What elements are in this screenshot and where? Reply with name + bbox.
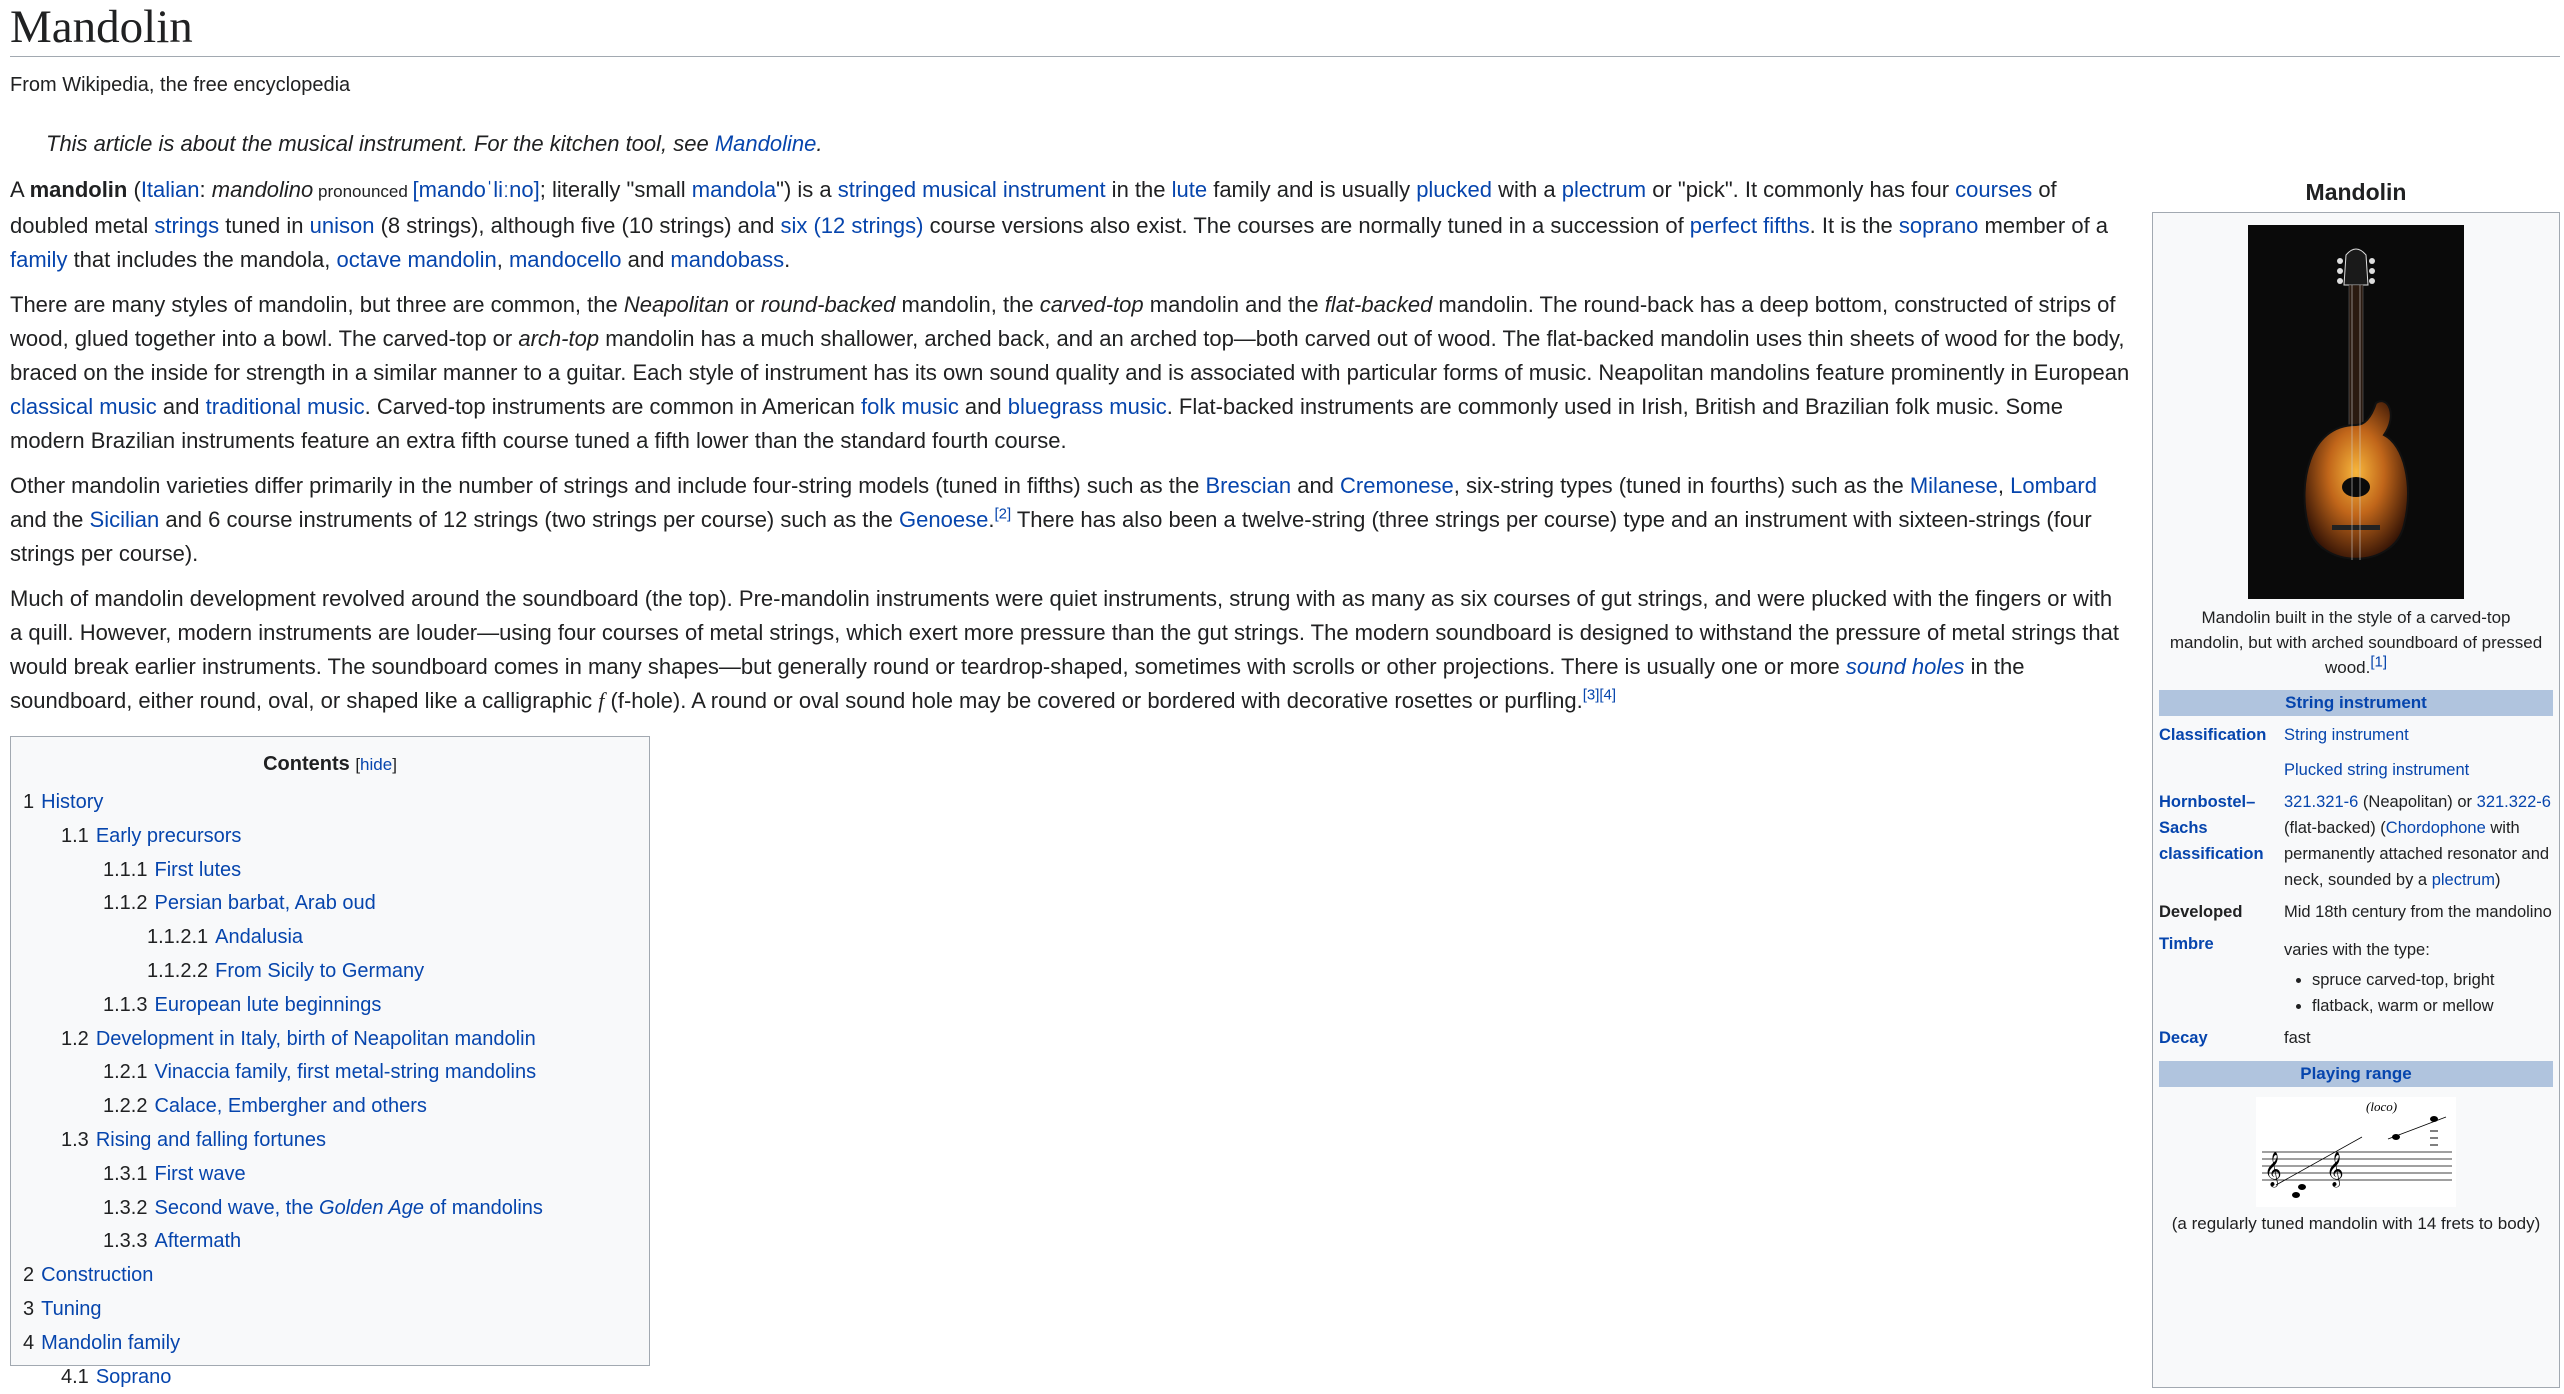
link-mandoline[interactable]: Mandoline <box>714 131 817 156</box>
link-mandocello[interactable]: mandocello <box>508 247 622 272</box>
toc-link[interactable]: Second wave, the Golden Age of mandolins <box>154 1196 543 1219</box>
link-perfect-fifths[interactable]: perfect fifths <box>1689 213 1810 238</box>
toc-number: 1.1 <box>61 824 89 847</box>
toc-item[interactable] <box>23 1259 637 1293</box>
toc-item[interactable] <box>23 921 637 955</box>
toc-number: 1.1.2 <box>103 892 148 915</box>
toc-number: 1.1.3 <box>103 993 148 1016</box>
toc-number: 1.3.2 <box>103 1196 148 1219</box>
toc-number: 1 <box>23 791 35 813</box>
toc-link[interactable]: Andalusia <box>215 926 304 949</box>
link-lombard[interactable]: Lombard <box>2010 473 2097 498</box>
infobox-header-playing-range[interactable]: Playing range <box>2159 1061 2553 1087</box>
toc-link[interactable]: Soprano <box>95 1365 172 1388</box>
page-title: Mandolin <box>10 0 2560 57</box>
toc-item[interactable] <box>23 1023 637 1057</box>
link-brescian[interactable]: Brescian <box>1205 473 1292 498</box>
toc-link[interactable]: Construction <box>41 1264 154 1287</box>
toc-link[interactable]: From Sicily to Germany <box>215 959 425 982</box>
toc-link[interactable]: First lutes <box>154 858 242 881</box>
link-plucked[interactable]: plucked <box>1416 177 1493 202</box>
reference-link[interactable]: [4] <box>1599 686 1617 704</box>
toc-item[interactable] <box>23 786 637 820</box>
row-hornbostel-sachs: Hornbostel–Sachs classification 321.321-6 (Neapolitan) or 321.322-6 (flat-backed) (Chordophone with permanently attached resonator and neck, sounded by a plectrum) <box>2159 789 2553 893</box>
infobox <box>2152 174 2560 1388</box>
toc-number: 1.3 <box>61 1128 89 1151</box>
toc-item[interactable] <box>23 1327 637 1361</box>
value-decay: fast <box>2284 1029 2311 1047</box>
link-cremonese[interactable]: Cremonese <box>1340 473 1454 498</box>
site-tagline: From Wikipedia, the free encyclopedia <box>10 74 351 96</box>
table-of-contents <box>10 736 650 1388</box>
toc-link[interactable]: First wave <box>154 1162 246 1185</box>
link-italian[interactable]: Italian <box>140 177 200 202</box>
link-bluegrass-music[interactable]: bluegrass music <box>1007 394 1167 419</box>
toc-link[interactable]: Aftermath <box>154 1230 242 1253</box>
link-hs-code-neapolitan[interactable]: 321.321-6 <box>2284 793 2359 811</box>
link-sound-holes[interactable]: sound holes <box>1845 654 1965 679</box>
link-octave-mandolin[interactable]: octave mandolin <box>336 247 497 272</box>
svg-text:(loco): (loco) <box>2366 1099 2398 1114</box>
link-sicilian[interactable]: Sicilian <box>89 507 160 532</box>
link-courses[interactable]: courses <box>1955 177 2033 202</box>
toc-number: 1.3.1 <box>103 1162 148 1185</box>
toc-title: Contents [hide] <box>263 753 397 775</box>
toc-number: 1.2.2 <box>103 1095 148 1118</box>
toc-link[interactable]: European lute beginnings <box>154 993 382 1016</box>
toc-number: 2 <box>23 1264 35 1287</box>
bold-term: mandolin <box>29 177 128 202</box>
article-body <box>10 173 2130 718</box>
toc-number: 3 <box>23 1297 35 1320</box>
link-chordophone[interactable]: Chordophone <box>2385 819 2486 837</box>
toc-list <box>23 786 637 1394</box>
toc-link[interactable]: Early precursors <box>95 824 242 847</box>
toc-item[interactable] <box>23 854 637 888</box>
link-stringed-instrument[interactable]: stringed musical instrument <box>837 177 1106 202</box>
link-plectrum-infobox[interactable]: plectrum <box>2431 871 2495 889</box>
infobox-table <box>2152 212 2560 1388</box>
link-string-instrument[interactable]: String instrument <box>2284 726 2409 744</box>
toc-link[interactable]: Persian barbat, Arab oud <box>154 892 376 915</box>
toc-number: 1.1.1 <box>103 858 148 881</box>
value-developed: Mid 18th century from the mandolino <box>2284 903 2552 921</box>
row-decay <box>2159 1025 2553 1051</box>
toc-item[interactable] <box>23 1056 637 1090</box>
toc-number: 4.1 <box>61 1365 89 1388</box>
timbre-item: • flatback, warm or mellow <box>2312 993 2553 1019</box>
link-unison[interactable]: unison <box>309 213 375 238</box>
image-caption: Mandolin built in the style of a carved-top mandolin, but with arched soundboard of pressed wood.[1] <box>2169 608 2543 677</box>
toc-item[interactable] <box>23 820 637 854</box>
infobox-title: Mandolin <box>2305 179 2407 205</box>
toc-link[interactable]: Rising and falling fortunes <box>95 1128 326 1151</box>
toc-item[interactable] <box>23 1361 637 1394</box>
link-mandola[interactable]: mandola <box>691 177 777 202</box>
toc-number: 1.2 <box>61 1027 89 1050</box>
playing-range-staff[interactable] <box>2256 1097 2456 1207</box>
toc-item[interactable] <box>23 887 637 921</box>
toc-link[interactable]: Tuning <box>41 1297 102 1320</box>
toc-link[interactable]: Calace, Embergher and others <box>154 1095 427 1118</box>
svg-text:𝄞: 𝄞 <box>2264 1152 2282 1187</box>
link-soprano[interactable]: soprano <box>1898 213 1979 238</box>
toc-link[interactable]: History <box>41 791 104 813</box>
reference-link[interactable]: [1] <box>2370 653 2388 671</box>
label-decay[interactable]: Decay <box>2159 1029 2208 1047</box>
label-hornbostel-sachs[interactable]: Hornbostel–Sachs classification <box>2159 793 2264 863</box>
intro-paragraph-3: Other mandolin varieties differ primarily in the number of strings and include four-string models (tuned in fifths) such as the Brescian and Cremonese, six-string types (tuned in fourths) such as the Milanese, Lombard and the Sicilian and 6 course instruments of 12 strings (two strings per course) such as the Genoese.[2] There has also been a twelve-string (three strings per course) type and an instrument with sixteen-strings (four strings per course). <box>10 473 2097 566</box>
toc-item[interactable] <box>23 989 637 1023</box>
toc-item[interactable] <box>23 1124 637 1158</box>
toc-link[interactable]: Vinaccia family, first metal-string mandolins <box>154 1061 537 1084</box>
link-family[interactable]: family <box>10 247 68 272</box>
toc-number: 1.2.1 <box>103 1061 148 1084</box>
intro-paragraph-4: Much of mandolin development revolved around the soundboard (the top). Pre-mandolin instruments were quiet instruments, strung with as many as six courses of gut strings, and were plucked with the fingers or with a quill. However, modern instruments are louder—using four courses of metal strings, which exert more pressure than the gut strings. The modern soundboard is designed to withstand the pressure of metal strings that would break earlier instruments. The soundboard comes in many shapes—but generally round or teardrop-shaped, sometimes with scrolls or other projections. There is usually one or more sound holes in the soundboard, either round, oval, or shaped like a calligraphic f (f-hole). A round or oval sound hole may be covered or bordered with decorative rosettes or purfling.[3][4] <box>10 586 2119 713</box>
toc-item[interactable] <box>23 1090 637 1124</box>
hatnote: This article is about the musical instrument. For the kitchen tool, see Mandoline. <box>46 131 823 156</box>
toc-number: 4 <box>23 1331 35 1354</box>
row-timbre <box>2159 931 2553 1019</box>
toc-number: 1.1.2.1 <box>147 926 209 949</box>
toc-number: 1.1.2.2 <box>147 959 209 982</box>
timbre-intro: varies with the type: <box>2284 941 2430 959</box>
link-six-strings[interactable]: six (12 strings) <box>780 213 924 238</box>
link-ipa[interactable]: [mandoˈliːno] <box>412 177 540 202</box>
row-developed <box>2159 899 2553 925</box>
toc-link[interactable]: Development in Italy, birth of Neapolitan mandolin <box>95 1027 536 1050</box>
link-classical-music[interactable]: classical music <box>10 394 157 419</box>
toc-item[interactable] <box>23 955 637 989</box>
mandolin-image[interactable] <box>2248 225 2464 599</box>
link-genoese[interactable]: Genoese <box>899 507 989 532</box>
link-milanese[interactable]: Milanese <box>1909 473 1998 498</box>
timbre-item: • spruce carved-top, bright <box>2312 967 2553 993</box>
hatnote-text: This article is about the musical instrument. For the kitchen tool, see <box>46 131 715 156</box>
link-hs-code-flatbacked[interactable]: 321.322-6 <box>2476 793 2551 811</box>
label-timbre[interactable]: Timbre <box>2159 935 2214 953</box>
link-folk-music[interactable]: folk music <box>861 394 959 419</box>
toc-item[interactable] <box>23 1293 637 1327</box>
reference-link[interactable]: [3] <box>1582 686 1600 704</box>
label-classification[interactable]: Classification <box>2159 726 2267 744</box>
toc-number: 1.3.3 <box>103 1230 148 1253</box>
toc-hide-link[interactable]: hide <box>360 755 393 774</box>
toc-item[interactable] <box>23 1192 637 1226</box>
link-traditional-music[interactable]: traditional music <box>205 394 365 419</box>
reference-link[interactable]: [2] <box>994 505 1012 523</box>
infobox-header-string-instrument[interactable]: String instrument <box>2159 690 2553 716</box>
link-plucked-string-instrument[interactable]: Plucked string instrument <box>2284 761 2470 779</box>
label-developed: Developed <box>2159 903 2243 921</box>
row-classification <box>2159 722 2553 783</box>
toc-item[interactable] <box>23 1225 637 1259</box>
toc-item[interactable] <box>23 1158 637 1192</box>
toc-link[interactable]: Mandolin family <box>41 1331 181 1354</box>
range-caption: (a regularly tuned mandolin with 14 frets to body) <box>2171 1214 2541 1233</box>
link-plectrum[interactable]: plectrum <box>1561 177 1647 202</box>
link-mandobass[interactable]: mandobass <box>670 247 785 272</box>
link-lute[interactable]: lute <box>1171 177 1208 202</box>
link-strings[interactable]: strings <box>154 213 220 238</box>
intro-paragraph-1: A mandolin (Italian: mandolino pronounced [mandoˈliːno]; literally "small mandola") is a stringed musical instrument in the lute family and is usually plucked with a plectrum or "pick". It commonly has four courses of doubled metal strings tuned in unison (8 strings), although five (10 strings) and six (12 strings) course versions also exist. The courses are normally tuned in a succession of perfect fifths. It is the soprano member of a family that includes the mandola, octave mandolin, mandocello and mandobass. <box>10 177 2109 272</box>
svg-text:𝄞: 𝄞 <box>2326 1152 2344 1187</box>
intro-paragraph-2: There are many styles of mandolin, but three are common, the Neapolitan or round-backed mandolin, the carved-top mandolin and the flat-backed mandolin. The round-back has a deep bottom, constructed of strips of wood, glued together into a bowl. The carved-top or arch-top mandolin has a much shallower, arched back, and an arched top—both carved out of wood. The flat-backed mandolin uses thin sheets of wood for the body, braced on the inside for strength in a similar manner to a guitar. Each style of instrument has its own sound quality and is associated with particular forms of music. Neapolitan mandolins feature prominently in European classical music and traditional music. Carved-top instruments are common in American folk music and bluegrass music. Flat-backed instruments are commonly used in Irish, British and Brazilian folk music. Some modern Brazilian instruments feature an extra fifth course tuned a fifth lower than the standard fourth course. <box>10 292 2130 453</box>
